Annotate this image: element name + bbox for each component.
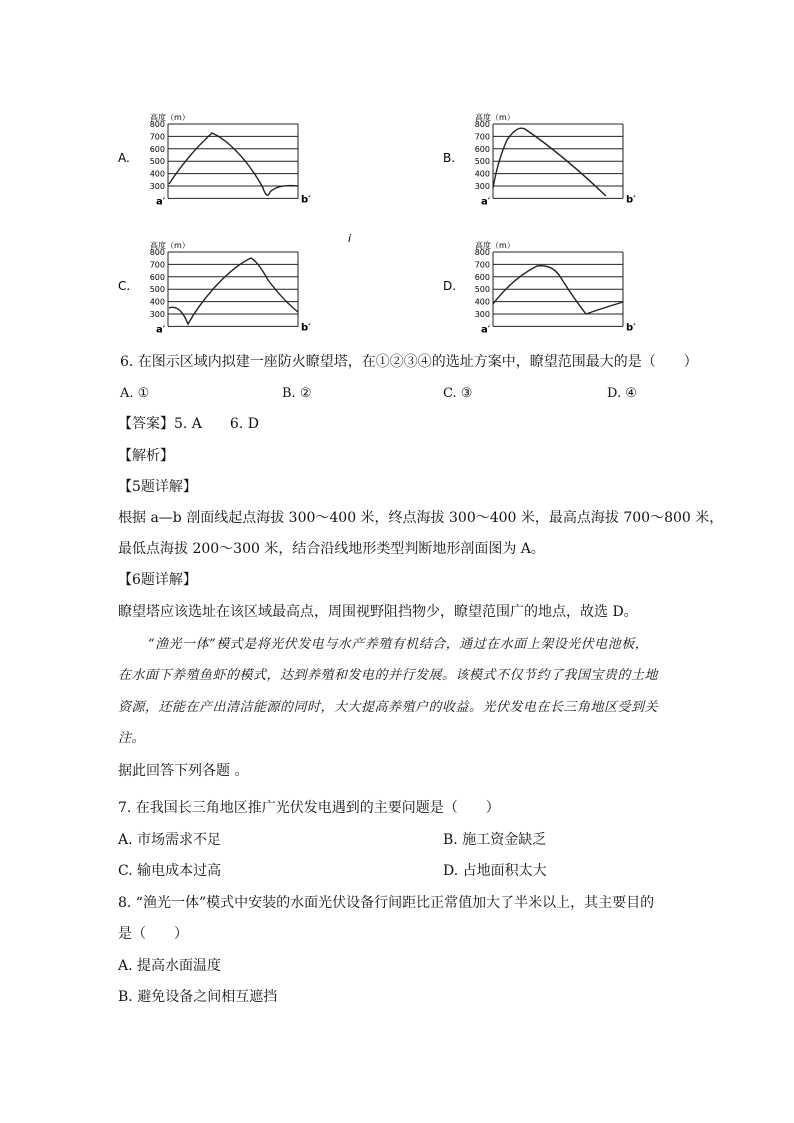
y-tick-label: 500 <box>149 157 165 167</box>
y-tick-label: 300 <box>149 310 165 319</box>
y-tick-label: 500 <box>149 285 165 295</box>
profile-chart-a <box>118 112 311 207</box>
q5-detail-line1: 根据 a—b 剖面线起点海拔 300～400 米，终点海拔 300～400 米，最高点海拔 700～800 米， <box>118 510 724 526</box>
y-tick-label: 300 <box>474 310 490 319</box>
start-point-label: a′ <box>481 196 491 208</box>
chart-y-label: 高度（m） <box>150 113 190 122</box>
end-point-label: b′ <box>626 322 636 334</box>
y-tick-label: 300 <box>149 182 165 191</box>
chart-option-label: B. <box>443 151 456 165</box>
q7-stem: 7. 在我国长三角地区推广光伏发电遇到的主要问题是（ ） <box>118 800 500 816</box>
y-tick-label: 800 <box>149 248 165 257</box>
y-tick-label: 800 <box>149 120 165 129</box>
y-tick-label: 700 <box>149 260 165 270</box>
y-tick-label: 400 <box>474 169 490 179</box>
chart-y-label: 高度（m） <box>475 241 515 250</box>
q7-option-d[interactable]: D. 占地面积太大 <box>443 863 547 879</box>
profile-chart-b <box>443 112 636 207</box>
y-tick-label: 700 <box>474 260 490 270</box>
end-point-label: b′ <box>301 194 311 206</box>
y-tick-label: 300 <box>474 182 490 191</box>
chart-y-label: 高度（m） <box>475 113 515 122</box>
q8-stem-line1: 8. “渔光一体”模式中安装的水面光伏设备行间距比正常值加大了半米以上，其主要目的 <box>118 895 655 911</box>
passage-line3: 资源，还能在产出清洁能源的同时，大大提高养殖户的收益。光伏发电在长三角地区受到关 <box>118 700 659 715</box>
profile-chart-c <box>118 240 311 335</box>
q6-stem: 6. 在图示区域内拟建一座防火瞭望塔，在①②③④的选址方案中，瞭望范围最大的是（ ） <box>120 354 698 370</box>
y-tick-label: 400 <box>474 297 490 307</box>
q7-option-a[interactable]: A. 市场需求不足 <box>118 832 222 848</box>
answer-text: 5. A 6. D <box>174 416 259 432</box>
q8-option-b[interactable]: B. 避免设备之间相互遮挡 <box>118 989 278 1005</box>
chart-option-label: C. <box>118 279 131 293</box>
stray-mark: i <box>348 232 352 245</box>
start-point-label: a′ <box>156 196 166 208</box>
y-tick-label: 500 <box>474 157 490 167</box>
passage-line2: 在水面下养殖鱼虾的模式，达到养殖和发电的并行发展。该模式不仅节约了我国宝贵的土地 <box>118 668 659 683</box>
y-tick-label: 600 <box>474 144 490 154</box>
terrain-profile-line <box>493 266 623 314</box>
chart-option-label: D. <box>443 279 457 293</box>
analysis-label: 【解析】 <box>118 448 174 464</box>
q5-detail-line2: 最低点海拔 200～300 米，结合沿线地形类型判断地形剖面图为 A。 <box>118 541 545 557</box>
q5-detail-label: 【5题详解】 <box>118 479 197 495</box>
y-tick-label: 600 <box>474 272 490 282</box>
q8-stem-line2: 是（ ） <box>118 926 188 942</box>
q7-option-b[interactable]: B. 施工资金缺乏 <box>443 832 547 848</box>
instruction: 据此回答下列各题 。 <box>118 763 249 779</box>
y-tick-label: 800 <box>474 120 490 129</box>
answer-label: 【答案】 <box>118 416 174 432</box>
chart-y-label: 高度（m） <box>150 241 190 250</box>
y-tick-label: 600 <box>149 272 165 282</box>
end-point-label: b′ <box>626 194 636 206</box>
y-tick-label: 400 <box>149 297 165 307</box>
q8-option-a[interactable]: A. 提高水面温度 <box>118 958 222 974</box>
y-tick-label: 500 <box>474 285 490 295</box>
q6-option-d[interactable]: D. ④ <box>607 386 637 401</box>
q6-option-a[interactable]: A. ① <box>120 386 150 401</box>
chart-option-label: A. <box>118 151 130 165</box>
start-point-label: a′ <box>156 324 166 336</box>
q6-detail-line1: 瞭望塔应该选址在该区域最高点，周围视野阻挡物少，瞭望范围广的地点，故选 D。 <box>118 604 638 620</box>
passage-line1: “渔光一体”模式是将光伏发电与水产养殖有机结合，通过在水面上架设光伏电池板， <box>148 637 649 652</box>
y-tick-label: 800 <box>474 248 490 257</box>
q6-detail-label: 【6题详解】 <box>118 572 197 588</box>
q6-option-c[interactable]: C. ③ <box>443 386 473 401</box>
q7-option-c[interactable]: C. 输电成本过高 <box>118 863 222 879</box>
y-tick-label: 400 <box>149 169 165 179</box>
start-point-label: a′ <box>481 324 491 336</box>
y-tick-label: 700 <box>474 132 490 142</box>
passage-line4: 注。 <box>118 731 146 746</box>
answer-line <box>118 414 259 434</box>
end-point-label: b′ <box>301 322 311 334</box>
profile-chart-d <box>443 240 636 335</box>
q6-option-b[interactable]: B. ② <box>282 386 312 401</box>
y-tick-label: 600 <box>149 144 165 154</box>
y-tick-label: 700 <box>149 132 165 142</box>
